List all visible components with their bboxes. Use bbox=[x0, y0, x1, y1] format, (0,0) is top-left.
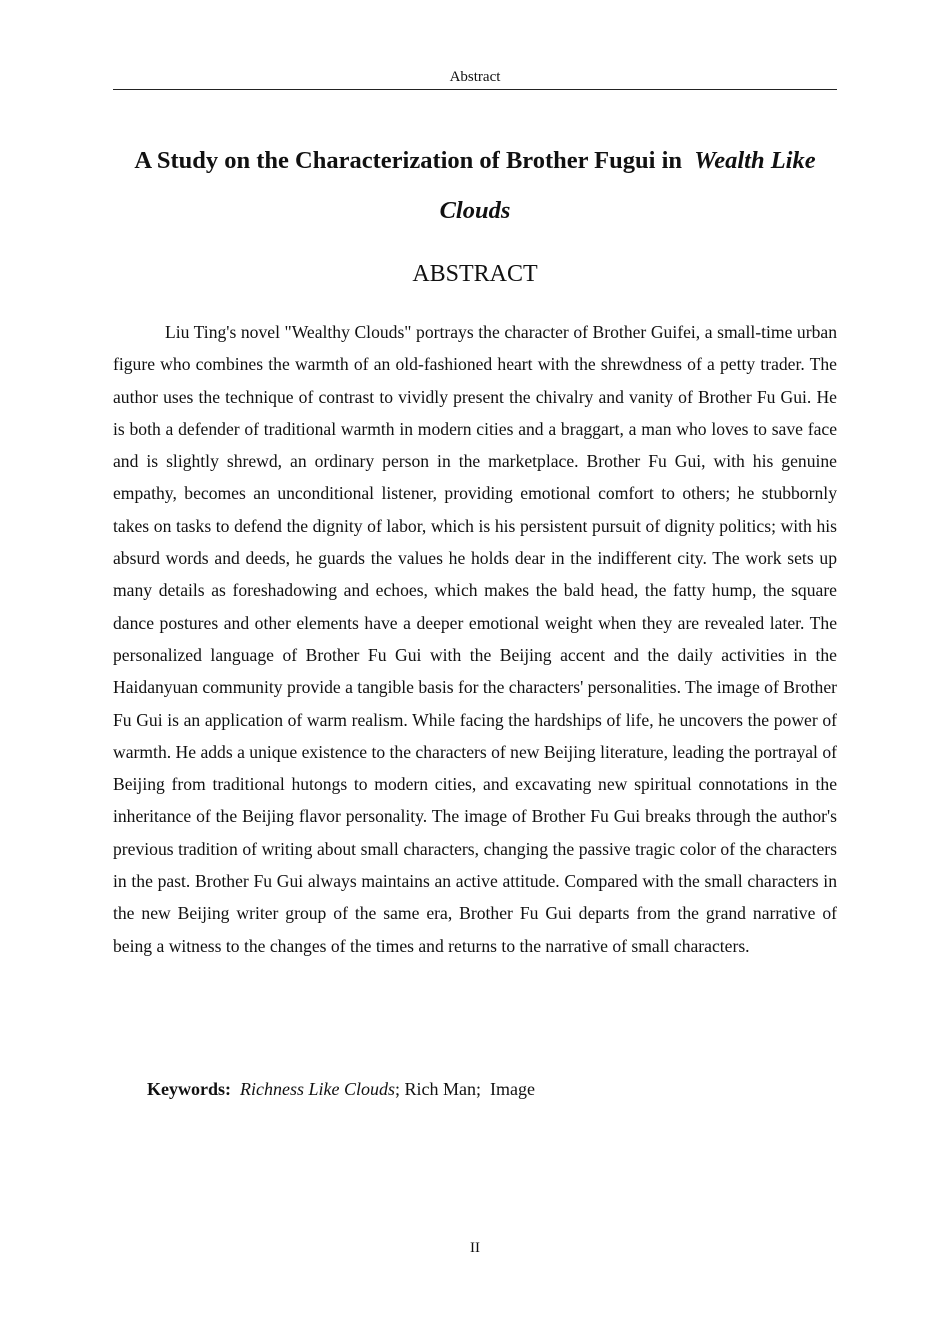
keywords-label: Keywords: bbox=[147, 1079, 231, 1099]
abstract-heading: ABSTRACT bbox=[412, 261, 538, 287]
keyword-separator: ; bbox=[395, 1079, 401, 1099]
paper-title bbox=[113, 136, 837, 236]
keywords-line bbox=[147, 1074, 837, 1104]
page-number: II bbox=[470, 1240, 480, 1256]
keyword-separator: ; bbox=[476, 1079, 482, 1099]
abstract-body: Liu Ting's novel "Wealthy Clouds" portrays the character of Brother Guifei, a small-time urban figure who combines the warmth of an old-fashioned heart with the shrewdness of a petty trader. The author uses the technique of contrast to vividly present the chivalry and vanity of Brother Fu Gui. He is both a defender of traditional warmth in modern cities and a braggart, a man who loves to save face and is slightly shrewd, an ordinary person in the marketplace. Brother Fu Gui, with his genuine empathy, becomes an unconditional listener, providing emotional comfort to others; he stubbornly takes on tasks to defend the dignity of labor, which is his persistent pursuit of dignity politics; with his absurd words and deeds, he guards the values he holds dear in the indifferent city. The work sets up many details as foreshadowing and echoes, which makes the bald head, the fatty hump, the square dance postures and other elements have a deeper emotional weight when they are revealed later. The personalized language of Brother Fu Gui with the Beijing accent and the daily activities in the Haidanyuan community provide a tangible basis for the characters' personalities. The image of Brother Fu Gui is an application of warm realism. While facing the hardships of life, he uncovers the power of warmth. He adds a unique existence to the characters of new Beijing literature, leading the portrayal of Beijing from traditional hutongs to modern cities, and excavating new spiritual connotations in the inheritance of the Beijing flavor personality. The image of Brother Fu Gui breaks through the author's previous tradition of writing about small characters, changing the passive tragic color of the characters in the past. Brother Fu Gui always maintains an active attitude. Compared with the small characters in the new Beijing writer group of the same era, Brother Fu Gui departs from the grand narrative of being a witness to the changes of the times and returns to the narrative of small characters. bbox=[113, 322, 837, 956]
keyword-item: Image bbox=[490, 1079, 536, 1099]
paper-title-work: Wealth Like Clouds bbox=[439, 147, 816, 224]
keyword-item: Rich Man bbox=[404, 1079, 477, 1099]
keyword-item: Richness Like Clouds bbox=[240, 1079, 395, 1099]
paper-title-main: A Study on the Characterization of Brother Fugui in bbox=[134, 147, 683, 174]
running-header-title: Abstract bbox=[449, 69, 501, 85]
running-header bbox=[113, 66, 837, 90]
